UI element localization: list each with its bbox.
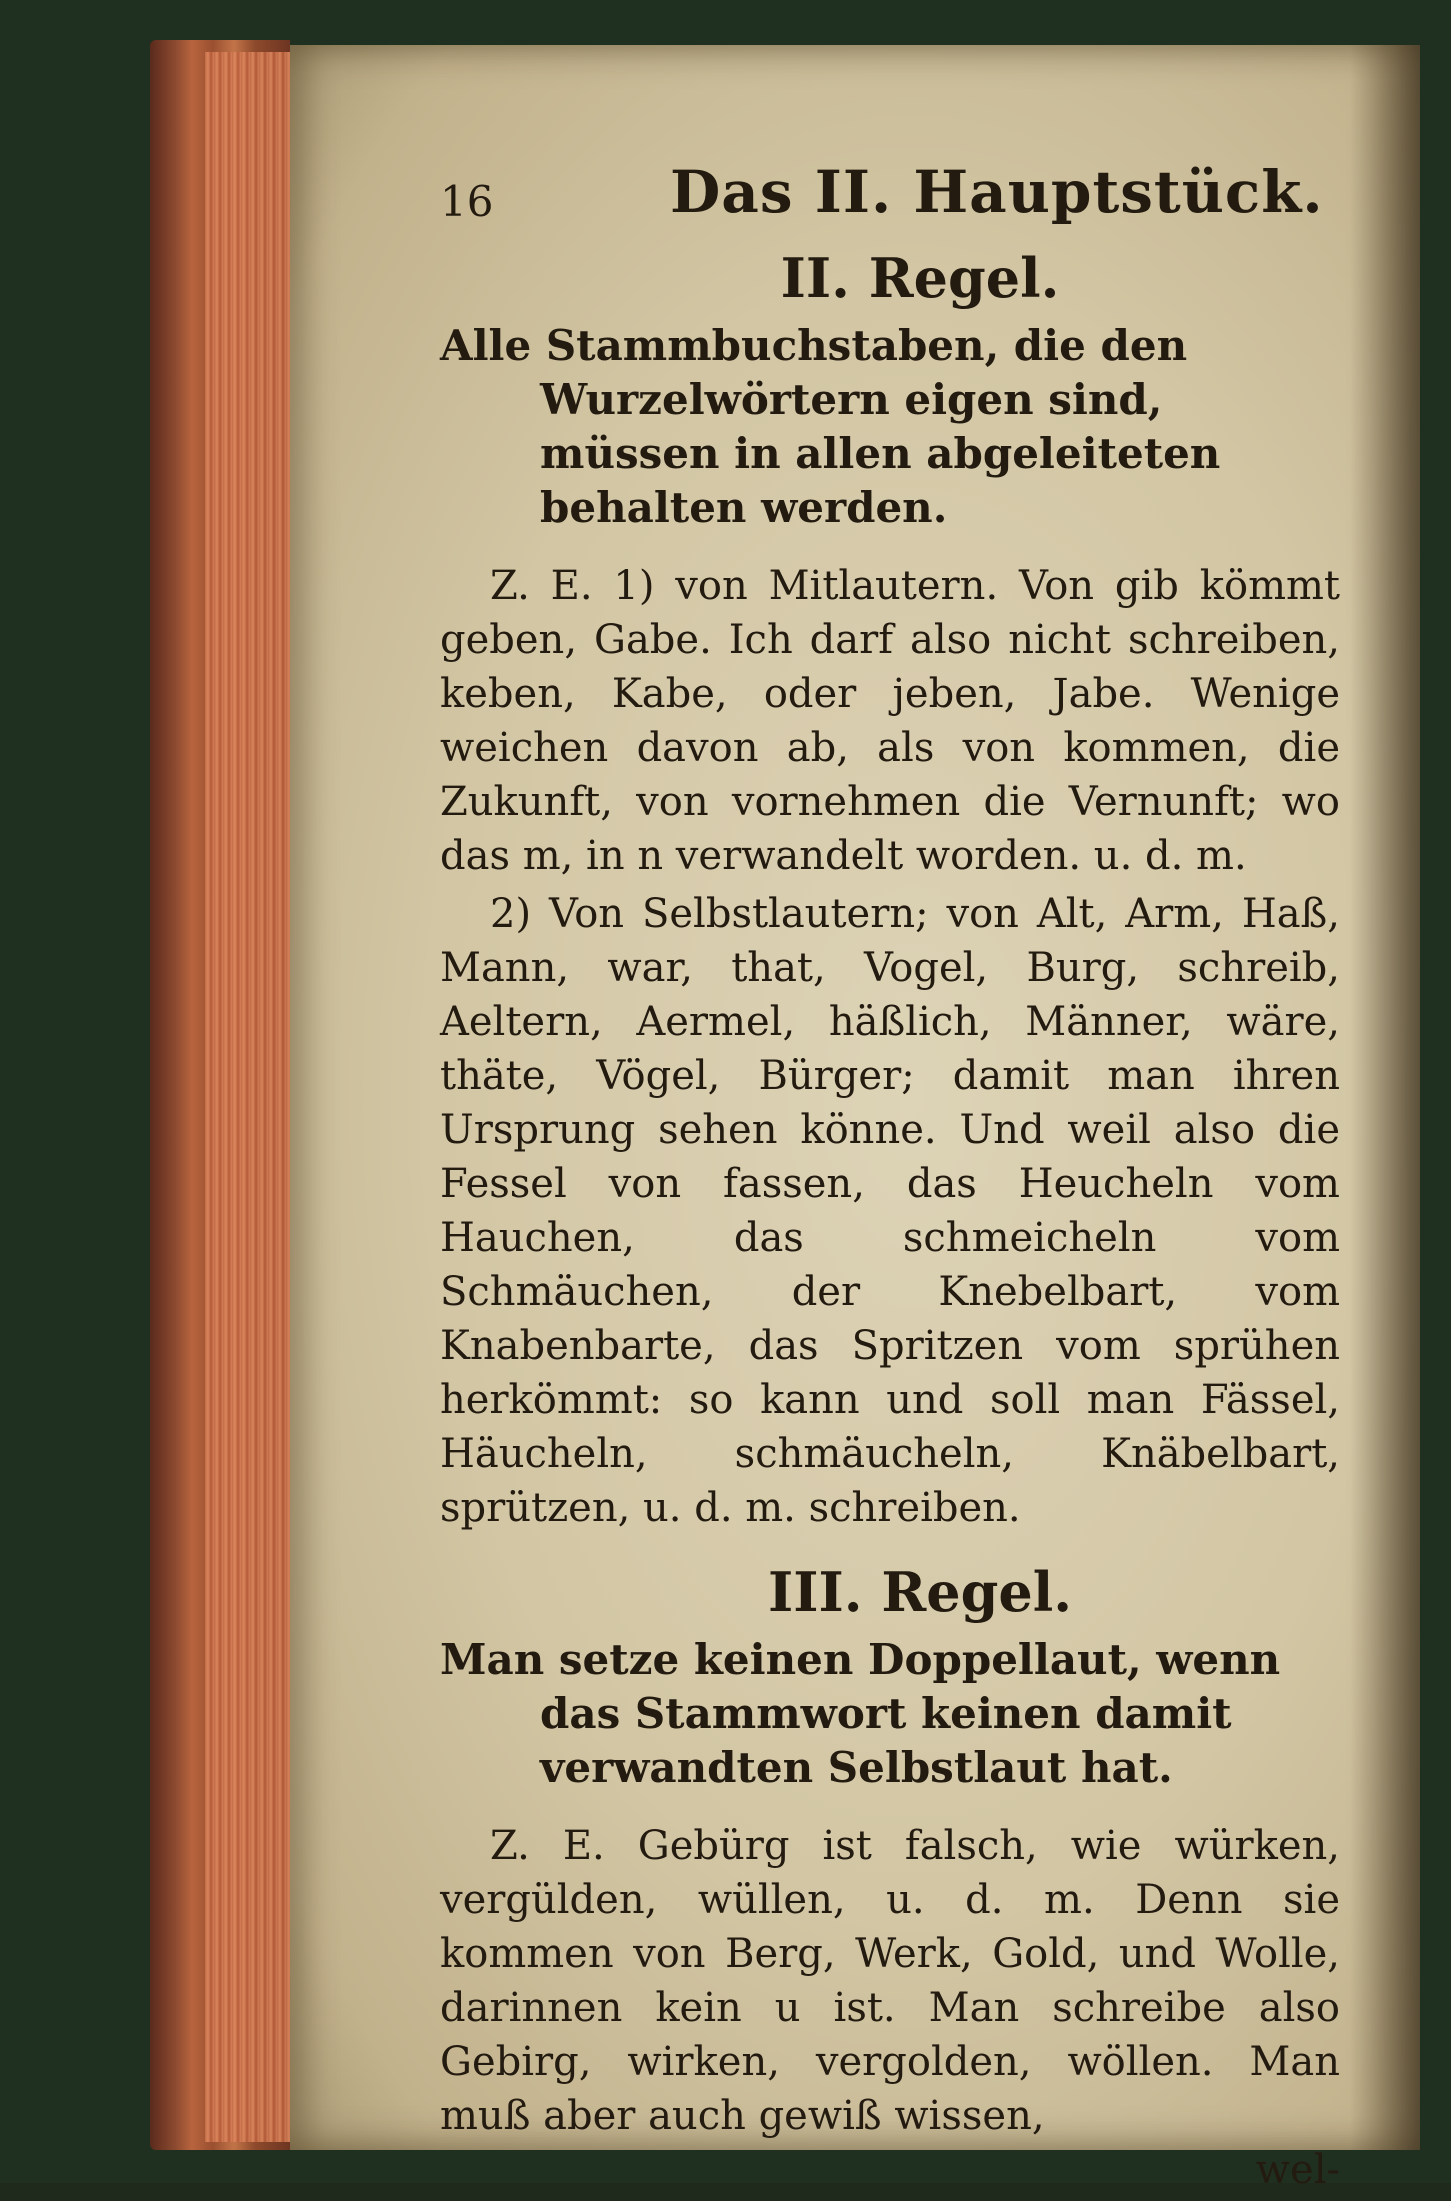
page-number: 16 [440,177,494,226]
gutter-shadow [1350,45,1420,2150]
rule-statement-ii: Alle Stammbuchstaben, die den Wurzelwörtern eigen sind, müssen in allen abgeleiteten behalten werden. [440,321,1221,532]
page-text-block [440,158,1340,2201]
paragraph-mitlauter: Z. E. 1) von Mitlautern. Von gib kömmt geben, Gabe. Ich darf also nicht schreiben, keben, Kabe, oder jeben, Jabe. Wenige weichen davon ab, als von kommen, die Zukunft, von vornehmen die Vernunft; wo das m, in n verwandelt worden. u. d. m. [440,563,1340,879]
rule-statement-iii: Man setze keinen Doppellaut, wenn das Stammwort keinen damit verwandten Selbstlaut hat. [440,1635,1281,1792]
paragraph-example: Z. E. Gebürg ist falsch, wie würken, vergülden, wüllen, u. d. m. Denn sie kommen von Berg, Werk, Gold, und Wolle, darinnen kein u ist. Man schreibe also Gebirg, wirken, vergolden, wöllen. Man muß aber auch gewiß wissen, [440,1823,1340,2139]
page-edges-red [205,52,300,2142]
page-header [440,158,1340,245]
book-page [290,45,1420,2193]
section-title-iii: III. Regel. [767,1560,1073,1624]
paragraph-selbstlauter: 2) Von Selbstlautern; von Alt, Arm, Haß, Mann, war, that, Vogel, Burg, schreib, Aeltern, Aermel, häßlich, Männer, wäre, thäte, Vögel, Bürger; damit man ihren Ursprung sehen könne. Und weil also die Fessel von fassen, das Heucheln vom Hauchen, das schmeicheln vom Schmäuchen, der Knebelbart, vom Knabenbarte, das Spritzen vom sprühen herkömmt: so kann und soll man Fässel, Häucheln, schmäucheln, Knäbelbart, sprützen, u. d. m. schreiben. [440,891,1340,1531]
section-title-ii: II. Regel. [780,246,1060,310]
running-head: Das II. Hauptstück. [670,158,1324,226]
catchword: wel- [1255,2147,1340,2193]
